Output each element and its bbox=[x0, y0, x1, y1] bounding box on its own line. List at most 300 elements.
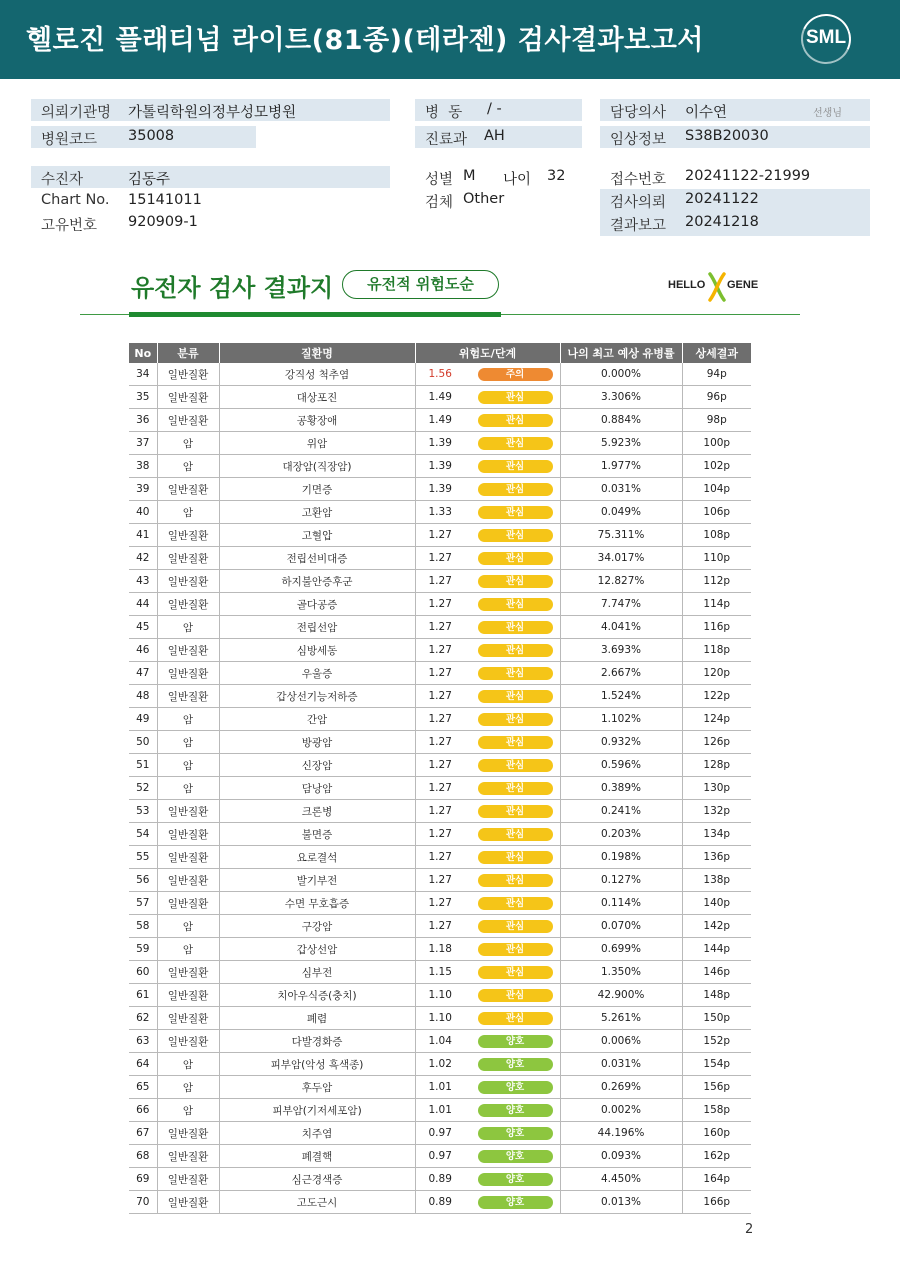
row-no: 49 bbox=[129, 708, 157, 731]
table-row bbox=[129, 1145, 751, 1168]
row-detail-page: 100p bbox=[682, 432, 751, 455]
row-detail-page: 162p bbox=[682, 1145, 751, 1168]
risk-value: 1.18 bbox=[428, 943, 452, 956]
row-prevalence: 0.013% bbox=[560, 1191, 682, 1214]
institution-value: 가톨릭학원의정부성모병원 bbox=[128, 105, 297, 121]
row-category: 암 bbox=[157, 1099, 219, 1122]
row-category: 일반질환 bbox=[157, 984, 219, 1007]
row-detail-page: 160p bbox=[682, 1122, 751, 1145]
row-prevalence: 0.389% bbox=[560, 777, 682, 800]
row-risk bbox=[415, 1122, 560, 1145]
row-category: 일반질환 bbox=[157, 1007, 219, 1030]
row-category: 일반질환 bbox=[157, 1030, 219, 1053]
risk-cell bbox=[416, 892, 560, 914]
risk-value: 1.10 bbox=[428, 1012, 452, 1025]
row-category: 암 bbox=[157, 915, 219, 938]
row-risk bbox=[415, 639, 560, 662]
row-no: 52 bbox=[129, 777, 157, 800]
row-category: 일반질환 bbox=[157, 892, 219, 915]
risk-cell bbox=[416, 708, 560, 730]
chart-label: Chart No. bbox=[41, 192, 110, 208]
row-detail-page: 128p bbox=[682, 754, 751, 777]
row-no: 63 bbox=[129, 1030, 157, 1053]
row-risk bbox=[415, 570, 560, 593]
row-disease: 기면증 bbox=[219, 478, 415, 501]
table-row bbox=[129, 1053, 751, 1076]
row-prevalence: 1.102% bbox=[560, 708, 682, 731]
row-disease: 후두암 bbox=[219, 1076, 415, 1099]
row-detail-page: 126p bbox=[682, 731, 751, 754]
risk-level-badge: 관심 bbox=[478, 1012, 553, 1025]
row-risk bbox=[415, 731, 560, 754]
risk-level-badge: 관심 bbox=[478, 759, 553, 772]
row-no: 68 bbox=[129, 1145, 157, 1168]
row-no: 59 bbox=[129, 938, 157, 961]
dna-x-icon bbox=[706, 272, 728, 302]
row-no: 55 bbox=[129, 846, 157, 869]
row-detail-page: 98p bbox=[682, 409, 751, 432]
row-category: 암 bbox=[157, 754, 219, 777]
risk-level-badge: 양호 bbox=[478, 1035, 553, 1048]
risk-level-badge: 관심 bbox=[478, 460, 553, 473]
risk-value: 1.49 bbox=[428, 414, 452, 427]
row-prevalence: 0.596% bbox=[560, 754, 682, 777]
header-prevalence: 나의 최고 예상 유병률 bbox=[560, 343, 682, 363]
row-prevalence: 0.699% bbox=[560, 938, 682, 961]
row-prevalence: 5.261% bbox=[560, 1007, 682, 1030]
unique-label: 고유번호 bbox=[41, 218, 98, 234]
risk-value: 0.97 bbox=[428, 1127, 452, 1140]
risk-value: 1.27 bbox=[428, 621, 452, 634]
row-detail-page: 152p bbox=[682, 1030, 751, 1053]
row-detail-page: 110p bbox=[682, 547, 751, 570]
risk-level-badge: 양호 bbox=[478, 1173, 553, 1186]
risk-value: 1.04 bbox=[428, 1035, 452, 1048]
risk-cell bbox=[416, 524, 560, 546]
table-row bbox=[129, 455, 751, 478]
risk-level-badge: 관심 bbox=[478, 874, 553, 887]
row-category: 일반질환 bbox=[157, 685, 219, 708]
risk-value: 1.39 bbox=[428, 460, 452, 473]
row-no: 35 bbox=[129, 386, 157, 409]
risk-value: 1.33 bbox=[428, 506, 452, 519]
row-risk bbox=[415, 593, 560, 616]
table-row bbox=[129, 616, 751, 639]
row-no: 54 bbox=[129, 823, 157, 846]
risk-cell bbox=[416, 1076, 560, 1098]
table-row bbox=[129, 639, 751, 662]
row-prevalence: 0.203% bbox=[560, 823, 682, 846]
hello-gene-right-text: GENE bbox=[727, 279, 759, 291]
risk-value: 0.97 bbox=[428, 1150, 452, 1163]
row-risk bbox=[415, 984, 560, 1007]
risk-level-badge: 관심 bbox=[478, 506, 553, 519]
row-detail-page: 132p bbox=[682, 800, 751, 823]
row-no: 50 bbox=[129, 731, 157, 754]
table-row bbox=[129, 478, 751, 501]
row-disease: 수면 무호흡증 bbox=[219, 892, 415, 915]
risk-cell bbox=[416, 938, 560, 960]
specimen-row bbox=[415, 189, 582, 211]
risk-value: 1.56 bbox=[428, 368, 452, 381]
table-row bbox=[129, 432, 751, 455]
request-report-box bbox=[600, 189, 870, 236]
row-disease: 대상포진 bbox=[219, 386, 415, 409]
header-disease: 질환명 bbox=[219, 343, 415, 363]
row-disease: 공황장애 bbox=[219, 409, 415, 432]
row-disease: 발기부전 bbox=[219, 869, 415, 892]
row-prevalence: 0.127% bbox=[560, 869, 682, 892]
table-row bbox=[129, 1168, 751, 1191]
risk-level-badge: 관심 bbox=[478, 851, 553, 864]
risk-value: 1.27 bbox=[428, 598, 452, 611]
row-no: 38 bbox=[129, 455, 157, 478]
row-category: 일반질환 bbox=[157, 386, 219, 409]
patient-label: 수진자 bbox=[41, 172, 84, 188]
department-label: 진료과 bbox=[425, 132, 468, 148]
row-no: 69 bbox=[129, 1168, 157, 1191]
risk-level-badge: 관심 bbox=[478, 529, 553, 542]
row-disease: 피부암(기저세포암) bbox=[219, 1099, 415, 1122]
row-disease: 하지불안증후군 bbox=[219, 570, 415, 593]
risk-level-badge: 양호 bbox=[478, 1196, 553, 1209]
row-no: 41 bbox=[129, 524, 157, 547]
table-row bbox=[129, 938, 751, 961]
row-detail-page: 146p bbox=[682, 961, 751, 984]
department-row bbox=[415, 126, 582, 148]
risk-value: 0.89 bbox=[428, 1196, 452, 1209]
clinical-row bbox=[600, 126, 870, 148]
row-detail-page: 148p bbox=[682, 984, 751, 1007]
risk-value: 1.27 bbox=[428, 690, 452, 703]
row-risk bbox=[415, 1099, 560, 1122]
row-detail-page: 144p bbox=[682, 938, 751, 961]
risk-cell bbox=[416, 984, 560, 1006]
section-title: 유전자 검사 결과지 bbox=[131, 274, 334, 302]
row-risk bbox=[415, 1053, 560, 1076]
risk-value: 1.27 bbox=[428, 529, 452, 542]
row-detail-page: 154p bbox=[682, 1053, 751, 1076]
row-no: 60 bbox=[129, 961, 157, 984]
row-prevalence: 0.049% bbox=[560, 501, 682, 524]
row-risk bbox=[415, 547, 560, 570]
row-prevalence: 0.002% bbox=[560, 1099, 682, 1122]
row-no: 44 bbox=[129, 593, 157, 616]
row-no: 65 bbox=[129, 1076, 157, 1099]
row-prevalence: 3.306% bbox=[560, 386, 682, 409]
hospital-code-label: 병원코드 bbox=[41, 132, 98, 148]
risk-value: 1.27 bbox=[428, 736, 452, 749]
sex-label: 성별 bbox=[425, 172, 454, 188]
risk-cell bbox=[416, 570, 560, 592]
row-category: 일반질환 bbox=[157, 547, 219, 570]
table-row bbox=[129, 1030, 751, 1053]
row-detail-page: 116p bbox=[682, 616, 751, 639]
results-body bbox=[129, 363, 751, 1214]
row-disease: 골다공증 bbox=[219, 593, 415, 616]
row-prevalence: 0.093% bbox=[560, 1145, 682, 1168]
unique-row bbox=[31, 212, 390, 234]
risk-value: 1.49 bbox=[428, 391, 452, 404]
table-row bbox=[129, 892, 751, 915]
row-category: 일반질환 bbox=[157, 961, 219, 984]
specimen-value: Other bbox=[463, 191, 505, 207]
row-risk bbox=[415, 961, 560, 984]
table-row bbox=[129, 961, 751, 984]
risk-cell bbox=[416, 1191, 560, 1213]
risk-cell bbox=[416, 823, 560, 845]
row-category: 일반질환 bbox=[157, 409, 219, 432]
risk-cell bbox=[416, 455, 560, 477]
row-detail-page: 130p bbox=[682, 777, 751, 800]
row-detail-page: 134p bbox=[682, 823, 751, 846]
row-risk bbox=[415, 501, 560, 524]
risk-level-badge: 양호 bbox=[478, 1058, 553, 1071]
row-risk bbox=[415, 892, 560, 915]
risk-level-badge: 관심 bbox=[478, 667, 553, 680]
risk-level-badge: 관심 bbox=[478, 736, 553, 749]
table-row bbox=[129, 869, 751, 892]
row-detail-page: 150p bbox=[682, 1007, 751, 1030]
row-category: 일반질환 bbox=[157, 846, 219, 869]
row-category: 일반질환 bbox=[157, 593, 219, 616]
row-prevalence: 2.667% bbox=[560, 662, 682, 685]
row-detail-page: 122p bbox=[682, 685, 751, 708]
row-risk bbox=[415, 386, 560, 409]
table-row bbox=[129, 1076, 751, 1099]
row-prevalence: 0.031% bbox=[560, 478, 682, 501]
risk-level-badge: 관심 bbox=[478, 621, 553, 634]
row-disease: 신장암 bbox=[219, 754, 415, 777]
table-row bbox=[129, 915, 751, 938]
risk-cell bbox=[416, 547, 560, 569]
row-no: 67 bbox=[129, 1122, 157, 1145]
row-disease: 고혈압 bbox=[219, 524, 415, 547]
table-row bbox=[129, 593, 751, 616]
table-row bbox=[129, 1122, 751, 1145]
table-row bbox=[129, 1099, 751, 1122]
row-risk bbox=[415, 1007, 560, 1030]
risk-value: 1.01 bbox=[428, 1104, 452, 1117]
row-detail-page: 142p bbox=[682, 915, 751, 938]
receipt-label: 접수번호 bbox=[610, 172, 667, 188]
row-disease: 폐결핵 bbox=[219, 1145, 415, 1168]
report-title: 헬로진 플래티넘 라이트(81종)(테라젠) 검사결과보고서 bbox=[26, 25, 704, 56]
age-value: 32 bbox=[547, 168, 566, 184]
report-header bbox=[0, 0, 900, 79]
risk-cell bbox=[416, 961, 560, 983]
row-no: 51 bbox=[129, 754, 157, 777]
table-row bbox=[129, 823, 751, 846]
row-category: 일반질환 bbox=[157, 524, 219, 547]
risk-level-badge: 관심 bbox=[478, 713, 553, 726]
row-category: 일반질환 bbox=[157, 1191, 219, 1214]
row-detail-page: 106p bbox=[682, 501, 751, 524]
row-disease: 요로결석 bbox=[219, 846, 415, 869]
ward-row bbox=[415, 99, 582, 121]
row-risk bbox=[415, 616, 560, 639]
row-detail-page: 96p bbox=[682, 386, 751, 409]
row-prevalence: 0.932% bbox=[560, 731, 682, 754]
risk-value: 0.89 bbox=[428, 1173, 452, 1186]
risk-cell bbox=[416, 386, 560, 408]
hello-gene-logo bbox=[668, 272, 763, 302]
row-no: 61 bbox=[129, 984, 157, 1007]
risk-value: 1.27 bbox=[428, 897, 452, 910]
row-no: 64 bbox=[129, 1053, 157, 1076]
row-disease: 심부전 bbox=[219, 961, 415, 984]
row-no: 53 bbox=[129, 800, 157, 823]
doctor-value: 이수연 bbox=[685, 105, 728, 121]
row-no: 42 bbox=[129, 547, 157, 570]
row-no: 62 bbox=[129, 1007, 157, 1030]
risk-level-badge: 양호 bbox=[478, 1104, 553, 1117]
row-disease: 심방세동 bbox=[219, 639, 415, 662]
row-risk bbox=[415, 846, 560, 869]
table-row bbox=[129, 409, 751, 432]
row-disease: 크론병 bbox=[219, 800, 415, 823]
department-value: AH bbox=[484, 128, 505, 144]
row-disease: 대장암(직장암) bbox=[219, 455, 415, 478]
table-row bbox=[129, 731, 751, 754]
risk-value: 1.27 bbox=[428, 782, 452, 795]
risk-cell bbox=[416, 777, 560, 799]
row-prevalence: 0.241% bbox=[560, 800, 682, 823]
risk-level-badge: 관심 bbox=[478, 437, 553, 450]
row-prevalence: 75.311% bbox=[560, 524, 682, 547]
request-value: 20241122 bbox=[685, 191, 759, 207]
risk-cell bbox=[416, 593, 560, 615]
receipt-row bbox=[600, 166, 870, 188]
results-table bbox=[129, 343, 751, 1214]
risk-cell bbox=[416, 662, 560, 684]
row-detail-page: 136p bbox=[682, 846, 751, 869]
row-detail-page: 114p bbox=[682, 593, 751, 616]
row-disease: 우울증 bbox=[219, 662, 415, 685]
table-row bbox=[129, 777, 751, 800]
table-row bbox=[129, 708, 751, 731]
row-category: 암 bbox=[157, 708, 219, 731]
risk-cell bbox=[416, 1145, 560, 1167]
row-detail-page: 164p bbox=[682, 1168, 751, 1191]
risk-cell bbox=[416, 1030, 560, 1052]
risk-level-badge: 관심 bbox=[478, 782, 553, 795]
patient-value: 김동주 bbox=[128, 172, 171, 188]
table-row bbox=[129, 501, 751, 524]
risk-cell bbox=[416, 501, 560, 523]
clinical-value: S38B20030 bbox=[685, 128, 769, 144]
logo-text: SML bbox=[805, 27, 847, 48]
row-detail-page: 118p bbox=[682, 639, 751, 662]
risk-value: 1.27 bbox=[428, 851, 452, 864]
risk-cell bbox=[416, 1168, 560, 1190]
row-prevalence: 0.070% bbox=[560, 915, 682, 938]
row-no: 48 bbox=[129, 685, 157, 708]
row-prevalence: 4.041% bbox=[560, 616, 682, 639]
row-disease: 불면증 bbox=[219, 823, 415, 846]
row-detail-page: 158p bbox=[682, 1099, 751, 1122]
risk-level-badge: 관심 bbox=[478, 920, 553, 933]
sort-order-pill: 유전적 위험도순 bbox=[342, 270, 499, 299]
row-detail-page: 120p bbox=[682, 662, 751, 685]
risk-level-badge: 관심 bbox=[478, 690, 553, 703]
risk-level-badge: 관심 bbox=[478, 575, 553, 588]
row-prevalence: 44.196% bbox=[560, 1122, 682, 1145]
row-disease: 전립선암 bbox=[219, 616, 415, 639]
row-no: 45 bbox=[129, 616, 157, 639]
risk-value: 1.10 bbox=[428, 989, 452, 1002]
row-prevalence: 42.900% bbox=[560, 984, 682, 1007]
sml-logo bbox=[798, 12, 854, 66]
row-no: 58 bbox=[129, 915, 157, 938]
sex-age-row bbox=[415, 166, 582, 188]
risk-cell bbox=[416, 685, 560, 707]
doctor-row bbox=[600, 99, 870, 121]
age-label: 나이 bbox=[503, 172, 532, 188]
row-no: 70 bbox=[129, 1191, 157, 1214]
row-risk bbox=[415, 1145, 560, 1168]
row-prevalence: 0.198% bbox=[560, 846, 682, 869]
institution-label: 의뢰기관명 bbox=[41, 105, 112, 121]
risk-cell bbox=[416, 409, 560, 431]
report-label: 결과보고 bbox=[610, 218, 667, 234]
risk-level-badge: 양호 bbox=[478, 1150, 553, 1163]
row-category: 일반질환 bbox=[157, 1122, 219, 1145]
row-no: 56 bbox=[129, 869, 157, 892]
ward-value: / - bbox=[487, 101, 502, 117]
risk-value: 1.27 bbox=[428, 828, 452, 841]
risk-cell bbox=[416, 869, 560, 891]
receipt-value: 20241122-21999 bbox=[685, 168, 811, 184]
row-detail-page: 140p bbox=[682, 892, 751, 915]
risk-level-badge: 관심 bbox=[478, 598, 553, 611]
row-no: 36 bbox=[129, 409, 157, 432]
row-category: 일반질환 bbox=[157, 1168, 219, 1191]
risk-level-badge: 관심 bbox=[478, 552, 553, 565]
row-detail-page: 104p bbox=[682, 478, 751, 501]
row-risk bbox=[415, 432, 560, 455]
row-no: 43 bbox=[129, 570, 157, 593]
risk-cell bbox=[416, 754, 560, 776]
row-disease: 갑상선기능저하증 bbox=[219, 685, 415, 708]
header-no: No bbox=[129, 343, 157, 363]
risk-value: 1.27 bbox=[428, 667, 452, 680]
risk-value: 1.01 bbox=[428, 1081, 452, 1094]
row-category: 일반질환 bbox=[157, 823, 219, 846]
row-disease: 갑상선암 bbox=[219, 938, 415, 961]
row-disease: 치주염 bbox=[219, 1122, 415, 1145]
risk-value: 1.27 bbox=[428, 874, 452, 887]
risk-value: 1.15 bbox=[428, 966, 452, 979]
risk-level-badge: 관심 bbox=[478, 966, 553, 979]
risk-level-badge: 양호 bbox=[478, 1081, 553, 1094]
row-category: 암 bbox=[157, 731, 219, 754]
row-prevalence: 0.884% bbox=[560, 409, 682, 432]
risk-value: 1.39 bbox=[428, 437, 452, 450]
row-category: 암 bbox=[157, 938, 219, 961]
risk-cell bbox=[416, 1007, 560, 1029]
row-risk bbox=[415, 1168, 560, 1191]
row-prevalence: 34.017% bbox=[560, 547, 682, 570]
row-risk bbox=[415, 1030, 560, 1053]
row-category: 일반질환 bbox=[157, 639, 219, 662]
table-row bbox=[129, 800, 751, 823]
risk-value: 1.27 bbox=[428, 552, 452, 565]
doctor-suffix: 선생님 bbox=[813, 108, 842, 119]
row-detail-page: 138p bbox=[682, 869, 751, 892]
row-risk bbox=[415, 363, 560, 386]
row-detail-page: 102p bbox=[682, 455, 751, 478]
